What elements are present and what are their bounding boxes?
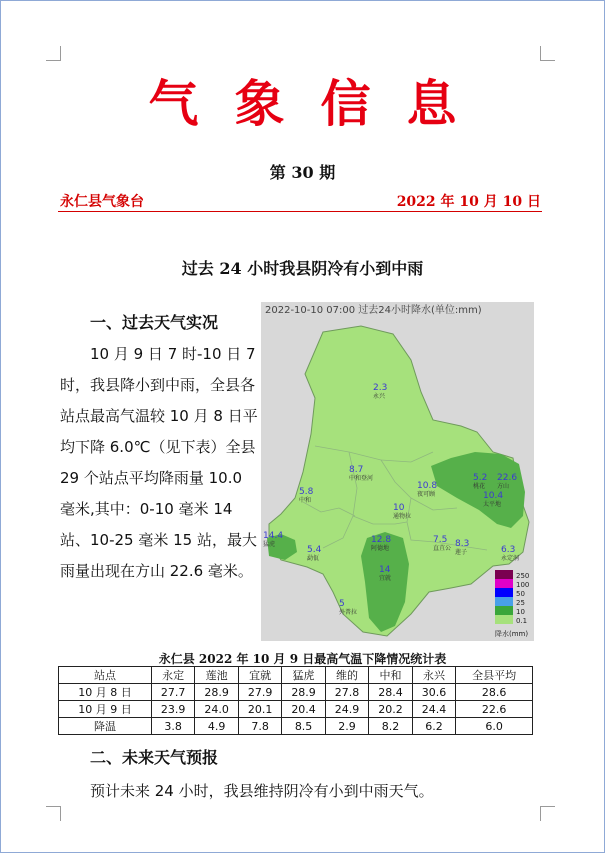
table-cell: 站点 xyxy=(59,667,152,684)
station-name: 通物拉 xyxy=(393,513,412,520)
forecast-text: 预计未来 24 小时，我县维持阴冷有小到中雨天气。 xyxy=(90,782,434,800)
station-value: 5.8 xyxy=(299,487,314,497)
header-divider xyxy=(58,211,542,212)
station-value: 12.8 xyxy=(371,535,392,545)
margin-mark-bottom-right xyxy=(540,806,555,821)
station-name: 外普拉 xyxy=(339,609,358,616)
table-cell: 6.0 xyxy=(456,718,533,735)
table-cell: 10 月 8 日 xyxy=(59,684,152,701)
station-value: 14 xyxy=(379,565,391,575)
table-cell: 维的 xyxy=(325,667,368,684)
legend-label: 50 xyxy=(516,590,525,598)
station-name: 直苴公 xyxy=(433,545,452,552)
issuing-organization: 永仁县气象台 xyxy=(60,194,144,210)
station-value: 6.3 xyxy=(501,545,516,555)
station-value: 5 xyxy=(339,599,345,609)
legend-swatch xyxy=(495,615,513,624)
station-value: 8.7 xyxy=(349,465,364,475)
table-cell: 23.9 xyxy=(151,701,194,718)
station-value: 22.6 xyxy=(497,473,518,483)
table-row xyxy=(59,701,533,718)
table-cell: 28.9 xyxy=(195,684,238,701)
issue-date: 2022 年 10 月 10 日 xyxy=(396,194,541,210)
table-cell: 24.9 xyxy=(325,701,368,718)
document-title: 气象信息 xyxy=(148,74,493,133)
issue-number: 第 30 期 xyxy=(269,163,336,182)
station-name: 桃花 xyxy=(473,483,486,490)
station-value: 8.3 xyxy=(455,539,470,549)
station-value: 10 xyxy=(393,503,405,513)
margin-mark-top-left xyxy=(46,46,61,61)
table-cell: 20.2 xyxy=(369,701,412,718)
table-cell: 猛虎 xyxy=(282,667,325,684)
table-cell: 永定 xyxy=(151,667,194,684)
table-cell: 3.8 xyxy=(151,718,194,735)
station-name: 夜可顾 xyxy=(417,491,436,498)
station-value: 10.8 xyxy=(417,481,438,491)
table-cell: 30.6 xyxy=(412,684,455,701)
table-cell: 22.6 xyxy=(456,701,533,718)
legend-label: 10 xyxy=(516,608,525,616)
table-cell: 20.1 xyxy=(238,701,281,718)
station-name: 勐佤 xyxy=(307,555,320,562)
table-row xyxy=(59,718,533,735)
table-cell: 24.4 xyxy=(412,701,455,718)
station-value: 5.2 xyxy=(473,473,488,483)
table-cell: 28.9 xyxy=(282,684,325,701)
station-name: 永兴 xyxy=(373,393,386,400)
station-name: 中和登河 xyxy=(349,475,374,482)
headline: 过去 24 小时我县阴冷有小到中雨 xyxy=(181,259,424,278)
map-title: 2022-10-10 07:00 过去24小时降水(单位:mm) xyxy=(265,305,482,316)
table-cell: 28.6 xyxy=(456,684,533,701)
legend-swatch xyxy=(495,579,513,588)
station-value: 7.5 xyxy=(433,535,448,545)
legend-label: 100 xyxy=(516,581,530,589)
temperature-table xyxy=(58,666,533,735)
table-cell: 中和 xyxy=(369,667,412,684)
station-value: 14.4 xyxy=(263,531,284,541)
table-cell: 2.9 xyxy=(325,718,368,735)
table-cell: 24.0 xyxy=(195,701,238,718)
legend-swatch xyxy=(495,588,513,597)
table-cell: 8.5 xyxy=(282,718,325,735)
legend-label: 25 xyxy=(516,599,525,607)
table-cell: 永兴 xyxy=(412,667,455,684)
legend-unit: 降水(mm) xyxy=(495,630,529,638)
table-header-row xyxy=(59,667,533,684)
legend-swatch xyxy=(495,606,513,615)
table-cell: 8.2 xyxy=(369,718,412,735)
station-value: 10.4 xyxy=(483,491,504,501)
station-name: 莲子 xyxy=(455,549,468,556)
station-name: 永定洞 xyxy=(501,555,520,562)
section-heading-observations: 一、过去天气实况 xyxy=(90,313,219,332)
table-cell: 7.8 xyxy=(238,718,281,735)
table-cell: 28.4 xyxy=(369,684,412,701)
station-name: 太平地 xyxy=(483,501,502,508)
table-cell: 4.9 xyxy=(195,718,238,735)
table-cell: 降温 xyxy=(59,718,152,735)
legend-swatch xyxy=(495,597,513,606)
table-cell: 27.9 xyxy=(238,684,281,701)
table-cell: 27.8 xyxy=(325,684,368,701)
table-cell: 10 月 9 日 xyxy=(59,701,152,718)
legend-label: 250 xyxy=(516,572,530,580)
station-name: 中和 xyxy=(299,497,312,504)
station-name: 阿德地 xyxy=(371,545,390,552)
table-cell: 27.7 xyxy=(151,684,194,701)
section-heading-forecast: 二、未来天气预报 xyxy=(90,748,219,767)
station-value: 5.4 xyxy=(307,545,322,555)
margin-mark-top-right xyxy=(540,46,555,61)
table-cell: 20.4 xyxy=(282,701,325,718)
station-name: 猛虎 xyxy=(263,541,276,548)
table-row xyxy=(59,684,533,701)
observations-text: 10 月 9 日 7 时-10 日 7 时，我县降小到中雨，全县各站点最高气温较 10 月 8 日平均下降 6.0℃（见下表）全县 29 个站点平均降雨量 10.0 毫米,其中：0-10 毫米 14 站、10-25 毫米 15 站，最大雨量出现在方山 22.6 毫米。 xyxy=(60,345,258,580)
table-cell: 宜就 xyxy=(238,667,281,684)
table-cell: 莲池 xyxy=(195,667,238,684)
margin-mark-bottom-left xyxy=(46,806,61,821)
station-name: 宜就 xyxy=(379,575,392,582)
observations-paragraph xyxy=(60,339,260,587)
legend-swatch xyxy=(495,570,513,579)
table-cell: 全县平均 xyxy=(456,667,533,684)
station-name: 方山 xyxy=(497,483,510,490)
table-cell: 6.2 xyxy=(412,718,455,735)
table-title: 永仁县 2022 年 10 月 9 日最高气温下降情况统计表 xyxy=(158,652,447,666)
legend-label: 0.1 xyxy=(516,617,528,625)
precipitation-map xyxy=(261,302,534,641)
station-value: 2.3 xyxy=(373,383,388,393)
